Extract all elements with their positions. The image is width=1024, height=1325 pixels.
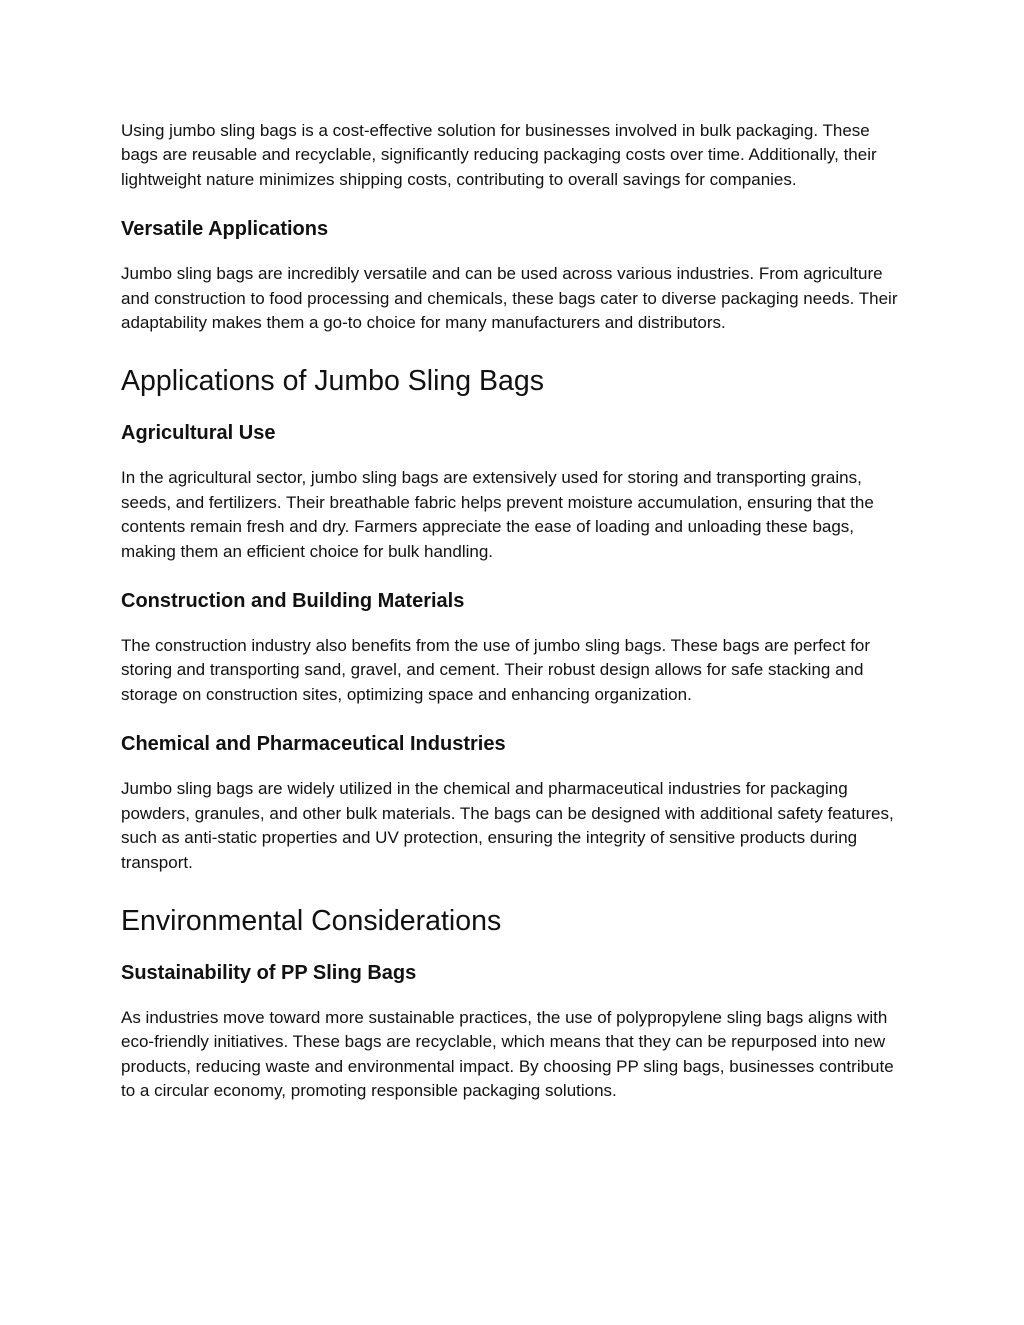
section-applications <box>121 364 911 874</box>
document-page <box>121 119 911 1104</box>
paragraph-agricultural-use: In the agricultural sector, jumbo sling bags are extensively used for storing and transporting grains, seeds, and fertilizers. Their breathable fabric helps prevent moisture accumulation, ensuring that the contents remain fresh and dry. Farmers appreciate the ease of loading and unloading these bags, making them an efficient choice for bulk handling. <box>121 468 874 561</box>
heading-agricultural-use: Agricultural Use <box>121 422 276 445</box>
paragraph-sustainability: As industries move toward more sustainable practices, the use of polypropylene sling bags aligns with eco-friendly initiatives. These bags are recyclable, which means that they can be repurposed into new products, reducing waste and environmental impact. By choosing PP sling bags, businesses contribute to a circular economy, promoting responsible packaging solutions. <box>121 1007 894 1101</box>
heading-chemical-pharmaceutical: Chemical and Pharmaceutical Industries <box>121 733 506 756</box>
paragraph-construction: The construction industry also benefits from the use of jumbo sling bags. These bags are perfect for storing and transporting sand, gravel, and cement. Their robust design allows for safe stacking and storage on construction sites, optimizing space and enhancing organization. <box>121 636 871 704</box>
heading-construction: Construction and Building Materials <box>121 590 465 613</box>
section-versatile-applications <box>121 216 911 335</box>
section-environmental <box>121 904 911 1104</box>
paragraph-chemical-pharmaceutical: Jumbo sling bags are widely utilized in the chemical and pharmaceutical industries for packaging powders, granules, and other bulk materials. The bags can be designed with additional safety features, such as anti-static properties and UV protection, ensuring the integrity of sensitive products during transport. <box>121 779 894 872</box>
heading-sustainability: Sustainability of PP Sling Bags <box>121 961 417 984</box>
heading-environmental-considerations: Environmental Considerations <box>121 904 502 937</box>
intro-paragraph: Using jumbo sling bags is a cost-effective solution for businesses involved in bulk packaging. These bags are reusable and recyclable, significantly reducing packaging costs over time. Additionally, their lightweight nature minimizes shipping costs, contributing to overall savings for companies. <box>121 121 877 189</box>
paragraph-versatile-applications: Jumbo sling bags are incredibly versatile and can be used across various industries. From agriculture and construction to food processing and chemicals, these bags cater to diverse packaging needs. Their adaptability makes them a go-to choice for many manufacturers and distributors. <box>121 264 898 333</box>
heading-applications: Applications of Jumbo Sling Bags <box>121 365 544 398</box>
heading-versatile-applications: Versatile Applications <box>121 218 329 241</box>
